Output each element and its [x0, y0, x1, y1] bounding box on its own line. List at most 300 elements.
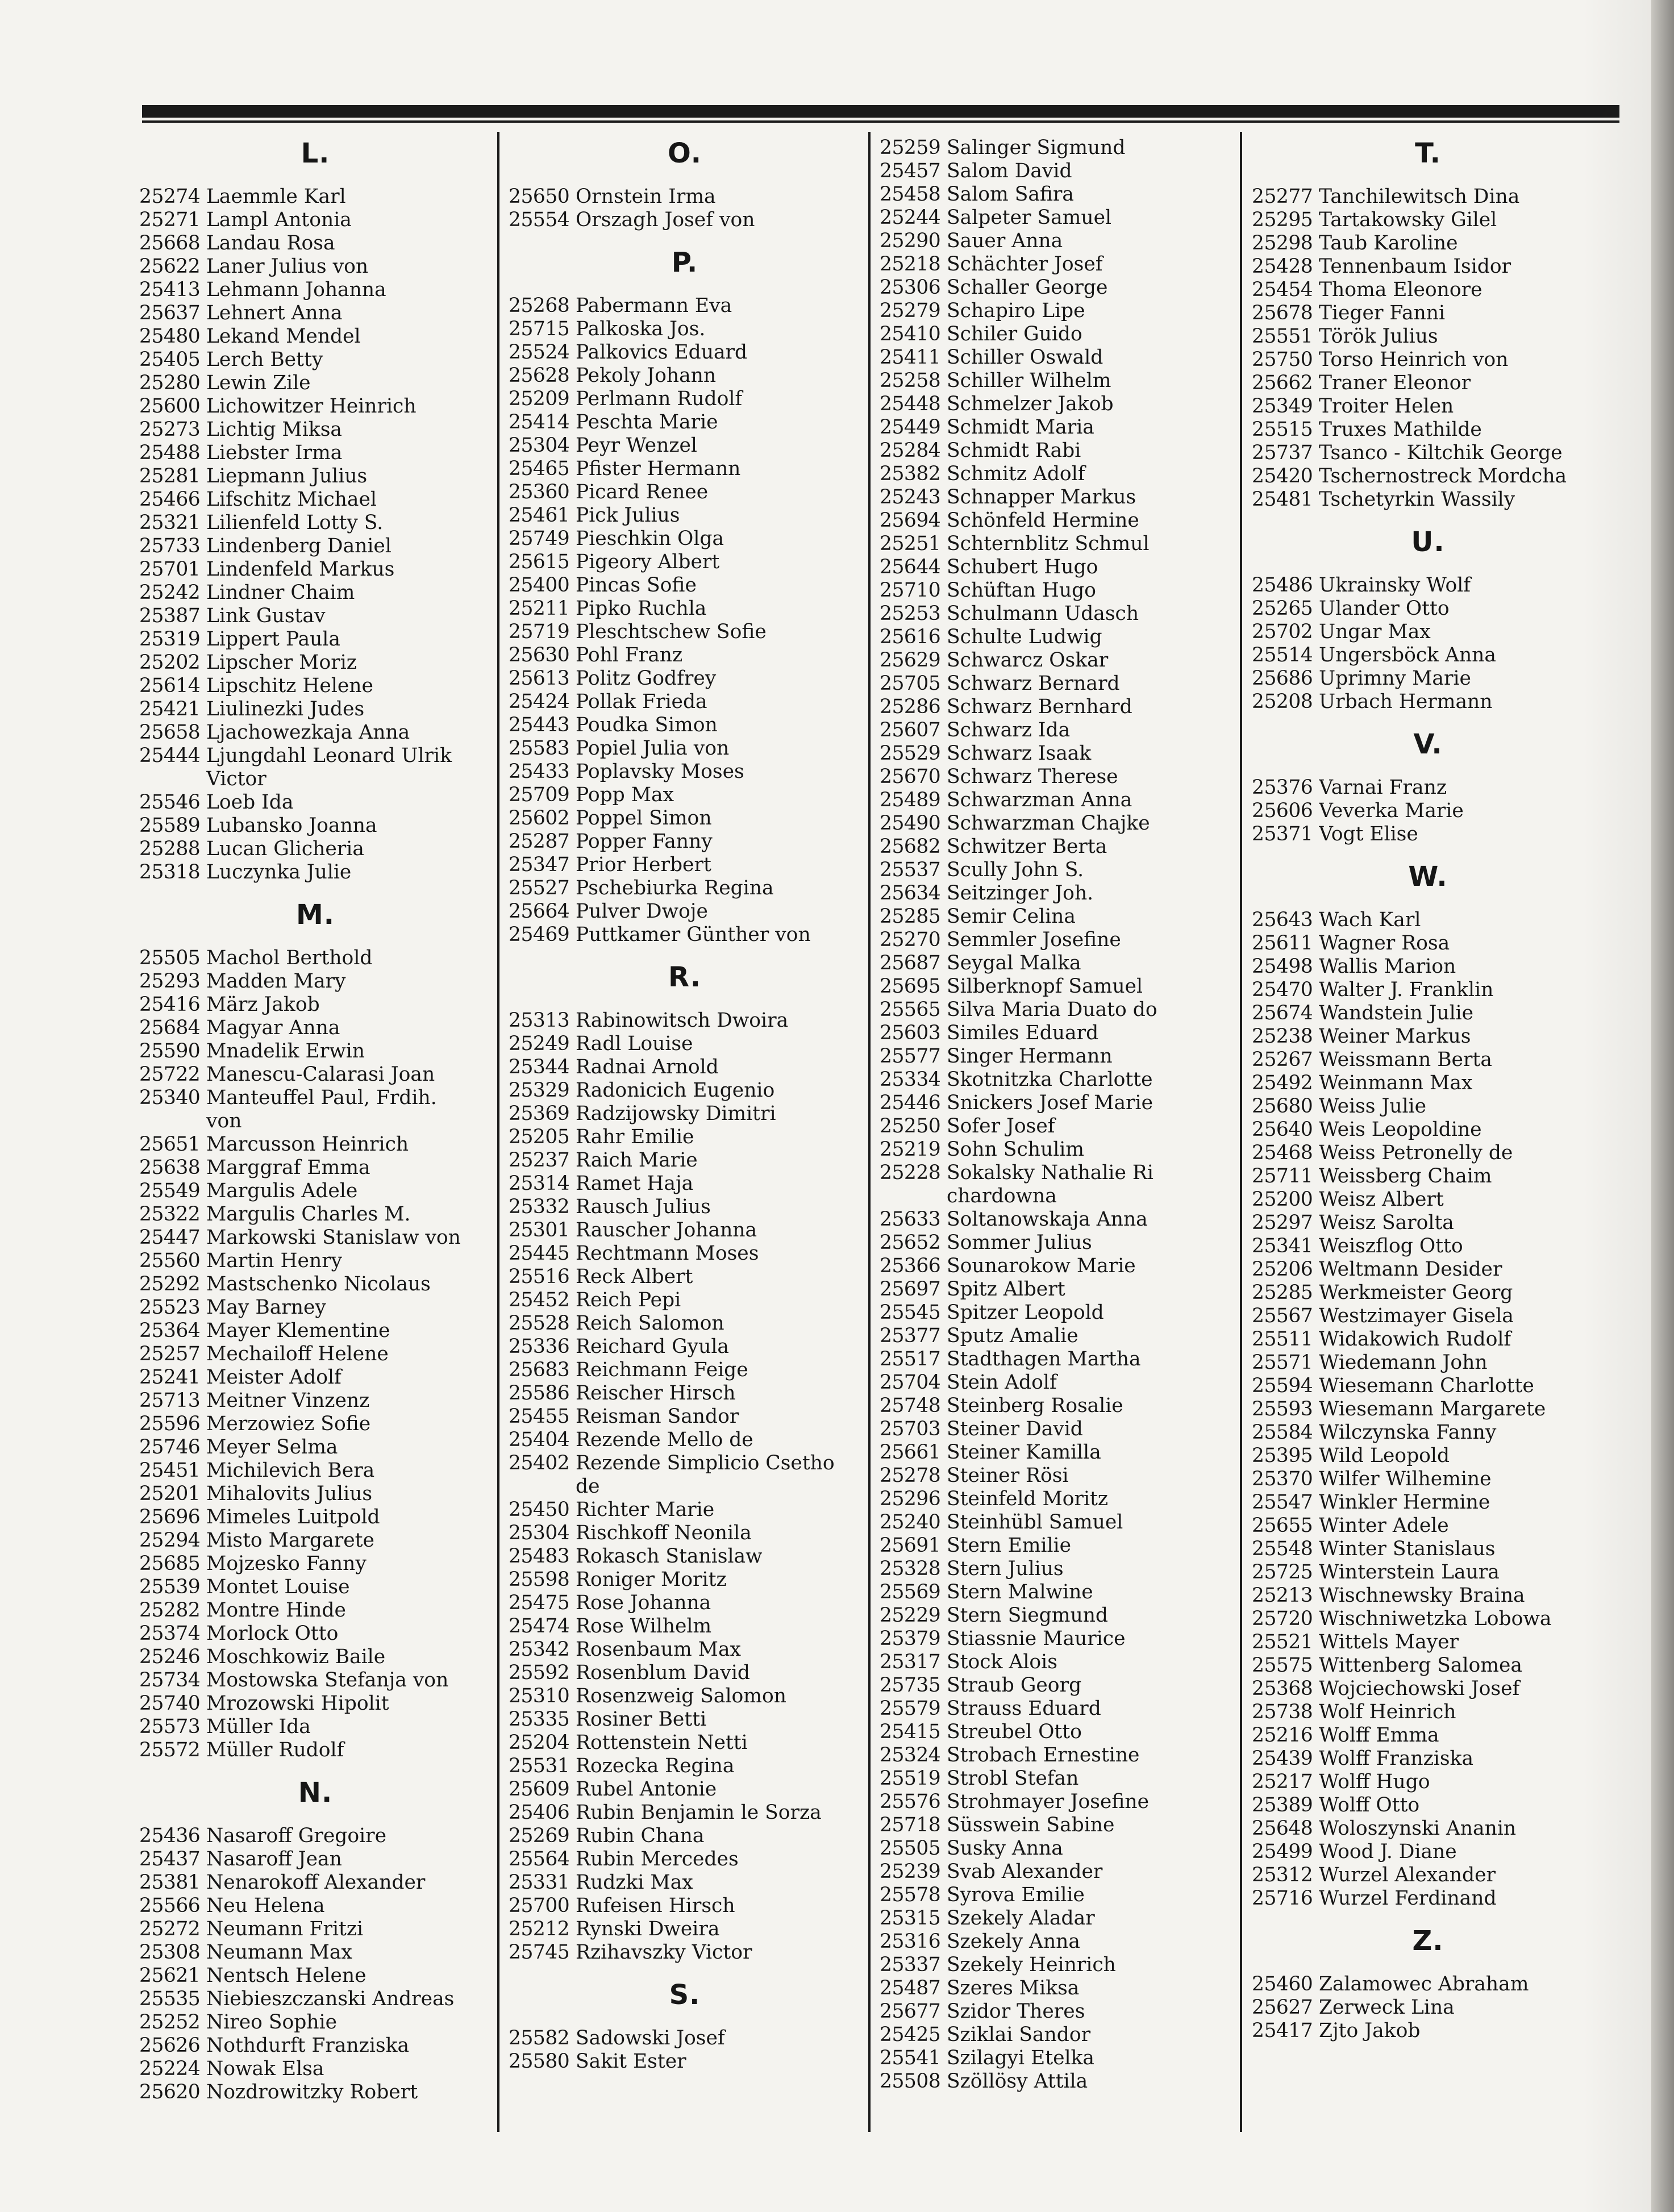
entry-row — [1252, 909, 1604, 932]
entry-name: Vogt Elise — [1319, 823, 1418, 845]
entry-row — [509, 1894, 861, 1918]
entry-number: 25678 — [1252, 302, 1313, 324]
entry-number: 25644 — [880, 556, 941, 578]
entry-name: Steinhübl Samuel — [947, 1511, 1123, 1534]
entry-number: 25511 — [1252, 1328, 1313, 1351]
entry-number: 25452 — [509, 1289, 570, 1311]
entry-name: Torso Heinrich von — [1319, 348, 1509, 371]
entry-name: Schiller Wilhelm — [947, 369, 1111, 392]
entry-number: 25607 — [880, 719, 941, 742]
entry-number: 25488 — [139, 441, 201, 464]
entry-row — [1252, 1421, 1604, 1444]
entry-number: 25602 — [509, 807, 570, 830]
entry-name: Liebster Irma — [206, 441, 343, 464]
entry-name: Stein Adolf — [947, 1371, 1057, 1394]
entry-number: 25710 — [880, 579, 941, 602]
entry-name: Weiner Markus — [1319, 1025, 1471, 1048]
entry-row — [1252, 325, 1604, 348]
entry-number: 25287 — [509, 830, 570, 853]
entry-row — [509, 737, 861, 760]
entry-row — [139, 1459, 492, 1482]
entry-row — [880, 672, 1232, 695]
entry-row — [509, 551, 861, 574]
entry-name: Richter Marie — [576, 1498, 715, 1521]
entry-number: 25616 — [880, 626, 941, 648]
entry-number: 25697 — [880, 1278, 941, 1301]
entry-name: Schwarz Bernhard — [947, 695, 1132, 718]
entry-number: 25290 — [880, 230, 941, 252]
entry-name: Wurzel Ferdinand — [1319, 1887, 1497, 1910]
entry-name: Schwitzer Berta — [947, 835, 1107, 858]
entry-number: 25414 — [509, 411, 570, 434]
entry-name: Montre Hinde — [206, 1599, 346, 1622]
entry-number: 25684 — [139, 1017, 201, 1039]
entry-name: Straub Georg — [947, 1674, 1082, 1697]
letter-section — [509, 245, 861, 947]
entry-number: 25583 — [509, 737, 570, 760]
entry-number: 25615 — [509, 551, 570, 573]
entry-number: 25322 — [139, 1203, 201, 1226]
entry-number: 25400 — [509, 574, 570, 597]
entry-name: Wittels Mayer — [1319, 1631, 1459, 1653]
entry-row — [139, 1576, 492, 1599]
entry-name: Schmitz Adolf — [947, 463, 1085, 485]
entry-number: 25740 — [139, 1692, 201, 1715]
entry-number: 25437 — [139, 1848, 201, 1871]
entry-name: Strobl Stefan — [947, 1767, 1079, 1790]
entry-number: 25314 — [509, 1172, 570, 1195]
entry-row — [880, 952, 1232, 975]
entry-name: Lindner Chaim — [206, 581, 355, 604]
entry-number: 25515 — [1252, 418, 1313, 441]
entry-number: 25531 — [509, 1755, 570, 1777]
entry-number: 25577 — [880, 1045, 941, 1068]
entry-row — [509, 1382, 861, 1405]
entry-number: 25249 — [509, 1032, 570, 1055]
entry-name: Walter J. Franklin — [1319, 978, 1494, 1001]
entry-name: Troiter Helen — [1319, 395, 1454, 418]
entry-name: Weiss Petronelly de — [1319, 1142, 1513, 1164]
entry-row — [880, 882, 1232, 905]
entry-row — [1252, 574, 1604, 597]
entry-number: 25284 — [880, 439, 941, 462]
entry-name: Sakit Ester — [576, 2050, 686, 2073]
entry-number: 25643 — [1252, 909, 1313, 931]
entry-row — [880, 1255, 1232, 1278]
entry-number: 25687 — [880, 952, 941, 974]
entry-number: 25683 — [509, 1359, 570, 1381]
entry-number — [139, 768, 206, 791]
entry-name: Pipko Ruchla — [576, 597, 707, 620]
entry-number: 25705 — [880, 672, 941, 695]
entry-name: Szeres Miksa — [947, 1977, 1080, 1999]
entry-row — [1252, 1631, 1604, 1654]
entry-number: 25576 — [880, 1790, 941, 1813]
entry-number: 25725 — [1252, 1561, 1313, 1584]
entry-row — [509, 1219, 861, 1242]
entry-number: 25316 — [880, 1930, 941, 1953]
entry-row — [509, 900, 861, 923]
column-divider — [868, 132, 871, 2132]
entry-row — [880, 323, 1232, 346]
entry-row — [1252, 1794, 1604, 1817]
entry-row — [509, 1918, 861, 1941]
entry-row — [880, 1627, 1232, 1651]
entry-number: 25417 — [1252, 2019, 1313, 2042]
entry-number: 25285 — [880, 905, 941, 928]
entry-name: Pollak Frieda — [576, 690, 707, 713]
entry-name: Mihalovits Julius — [206, 1482, 373, 1505]
entry-row — [880, 602, 1232, 626]
entry-name: Nowak Elsa — [206, 2057, 324, 2080]
entry-name: Reischer Hirsch — [576, 1382, 736, 1405]
entry-row — [880, 1814, 1232, 1837]
entry-number: 25551 — [1252, 325, 1313, 348]
entry-row — [880, 1231, 1232, 1255]
entry-row — [880, 1907, 1232, 1930]
letter-heading: L. — [301, 138, 330, 169]
entry-number: 25626 — [139, 2034, 201, 2057]
entry-number: 25628 — [509, 364, 570, 387]
entry-name: Rosenblum David — [576, 1661, 750, 1684]
entry-number: 25546 — [139, 791, 201, 814]
entry-number: 25382 — [880, 463, 941, 485]
entry-name: Schmelzer Jakob — [947, 393, 1114, 415]
entry-number: 25716 — [1252, 1887, 1313, 1910]
letter-section — [1252, 1924, 1604, 2043]
entry-name: Weinmann Max — [1319, 1072, 1473, 1094]
entry-number: 25240 — [880, 1511, 941, 1534]
entry-row — [880, 532, 1232, 556]
entry-row — [139, 1366, 492, 1389]
entry-name: de — [576, 1475, 600, 1498]
entry-row — [139, 1296, 492, 1319]
entry-row — [509, 1428, 861, 1452]
entry-number: 25371 — [1252, 823, 1313, 845]
entry-number: 25331 — [509, 1871, 570, 1894]
column-divider — [1240, 132, 1242, 2132]
entry-name: Sohn Schulim — [947, 1138, 1084, 1161]
entry-row — [1252, 1817, 1604, 1840]
entry-number: 25341 — [1252, 1235, 1313, 1257]
entry-number: 25304 — [509, 434, 570, 457]
entry-row — [139, 1988, 492, 2011]
entry-row — [509, 2050, 861, 2073]
entry-name: Ramet Haja — [576, 1172, 694, 1195]
entry-name: Schmidt Maria — [947, 416, 1094, 439]
entry-name: Schapiro Lipe — [947, 299, 1085, 322]
entry-name: von — [206, 1110, 242, 1132]
entry-name: Winter Adele — [1319, 1514, 1449, 1537]
letter-section — [1252, 727, 1604, 846]
entry-number: 25369 — [509, 1102, 570, 1125]
entry-name: Schächter Josef — [947, 253, 1103, 276]
entry-row — [1252, 1701, 1604, 1724]
entry-number: 25461 — [509, 504, 570, 527]
entry-number: 25523 — [139, 1296, 201, 1319]
entry-row — [139, 1622, 492, 1646]
entry-row — [509, 644, 861, 667]
entry-name: Weissberg Chaim — [1319, 1165, 1492, 1188]
entry-number: 25517 — [880, 1348, 941, 1370]
entry-row — [880, 1324, 1232, 1348]
entry-row — [139, 1506, 492, 1529]
entry-row — [1252, 465, 1604, 488]
entry-name: Lichtig Miksa — [206, 418, 342, 441]
entry-number: 25474 — [509, 1615, 570, 1638]
entry-row — [509, 1126, 861, 1149]
entry-number: 25405 — [139, 348, 201, 371]
entry-row — [880, 1418, 1232, 1441]
entry-name: Silva Maria Duato do — [947, 998, 1157, 1021]
entry-row — [1252, 1724, 1604, 1747]
entry-row — [509, 1149, 861, 1172]
entry-name: Schwarz Isaak — [947, 742, 1092, 765]
entry-number: 25541 — [880, 2047, 941, 2069]
entry-row — [1252, 1281, 1604, 1305]
entry-number: 25720 — [1252, 1607, 1313, 1630]
entry-name: Sziklai Sandor — [947, 2023, 1091, 2046]
entry-row — [139, 1063, 492, 1086]
entry-name: Reichmann Feige — [576, 1359, 748, 1381]
entry-number: 25342 — [509, 1638, 570, 1661]
entry-row — [139, 1436, 492, 1459]
entry-name: Lewin Zile — [206, 372, 311, 394]
entry-row — [880, 1674, 1232, 1697]
entry-name: Peyr Wenzel — [576, 434, 697, 457]
entry-name: Wallis Marion — [1319, 955, 1456, 978]
entry-name: Rubin Benjamin le Sorza — [576, 1801, 822, 1824]
entry-number: 25691 — [880, 1534, 941, 1557]
entry-row — [509, 1592, 861, 1615]
entry-row — [1252, 1398, 1604, 1421]
entry-number: 25265 — [1252, 597, 1313, 620]
entry-name: Pschebiurka Regina — [576, 877, 774, 899]
entry-row — [139, 744, 492, 768]
entry-number: 25589 — [139, 814, 201, 837]
entry-name: Lifschitz Michael — [206, 488, 377, 511]
entry-number: 25335 — [509, 1708, 570, 1731]
entry-row — [509, 1871, 861, 1894]
entry-number: 25486 — [1252, 574, 1313, 597]
entry-row — [139, 232, 492, 255]
entry-number: 25573 — [139, 1715, 201, 1738]
entry-name: Sofer Josef — [947, 1115, 1055, 1138]
entry-row — [509, 1452, 861, 1475]
entry-name: Schüftan Hugo — [947, 579, 1096, 602]
column-2 — [509, 136, 861, 2073]
column-divider — [497, 132, 499, 2132]
entry-name: Tartakowsky Gilel — [1319, 209, 1497, 231]
entry-name: Wiedemann John — [1319, 1351, 1488, 1374]
entry-name: Stern Siegmund — [947, 1604, 1109, 1627]
entry-row — [1252, 1607, 1604, 1631]
entry-number: 25668 — [139, 232, 201, 255]
letter-section — [139, 1776, 492, 2104]
entry-row — [880, 276, 1232, 299]
entry-row — [509, 1289, 861, 1312]
entry-row — [139, 348, 492, 372]
entry-name: Lindenberg Daniel — [206, 535, 392, 557]
entry-row — [880, 626, 1232, 649]
entry-number: 25590 — [139, 1040, 201, 1063]
entry-number: 25738 — [1252, 1701, 1313, 1723]
entry-name: Thoma Eleonore — [1319, 278, 1483, 301]
entry-number: 25718 — [880, 1814, 941, 1836]
entry-row — [139, 1692, 492, 1715]
entry-number: 25360 — [509, 481, 570, 503]
entry-number: 25439 — [1252, 1747, 1313, 1770]
entry-name: May Barney — [206, 1296, 326, 1319]
column-3 — [880, 136, 1232, 2093]
entry-row — [1252, 1002, 1604, 1025]
entry-name: Schternblitz Schmul — [947, 532, 1150, 555]
letter-section — [1252, 136, 1604, 511]
entry-row — [139, 1739, 492, 1762]
entry-name: Mechailoff Helene — [206, 1343, 389, 1365]
entry-row — [880, 136, 1232, 160]
entry-row — [509, 714, 861, 737]
entry-row — [1252, 232, 1604, 255]
entry-number: 25347 — [509, 853, 570, 876]
entry-row — [880, 1790, 1232, 1814]
entry-row — [139, 838, 492, 861]
entry-number: 25702 — [1252, 620, 1313, 643]
entry-row — [139, 581, 492, 605]
entry-number: 25600 — [139, 395, 201, 418]
entry-name: Rauscher Johanna — [576, 1219, 757, 1242]
entry-number: 25584 — [1252, 1421, 1313, 1444]
entry-number: 25413 — [139, 278, 201, 301]
entry-name: Laemmle Karl — [206, 185, 346, 208]
entry-row — [1252, 2019, 1604, 2043]
entry-number: 25206 — [1252, 1258, 1313, 1281]
entry-row — [880, 1488, 1232, 1511]
entry-number: 25279 — [880, 299, 941, 322]
entry-row — [1252, 978, 1604, 1002]
entry-number: 25750 — [1252, 348, 1313, 371]
entry-number: 25638 — [139, 1156, 201, 1179]
entry-name: Stadthagen Martha — [947, 1348, 1141, 1370]
entry-row — [139, 488, 492, 511]
entry-row — [139, 255, 492, 278]
entry-name: Schubert Hugo — [947, 556, 1098, 578]
entry-number: 25274 — [139, 185, 201, 208]
entry-name: Wood J. Diane — [1319, 1840, 1457, 1863]
entry-number: 25521 — [1252, 1631, 1313, 1653]
entry-number: 25436 — [139, 1824, 201, 1847]
entry-name: Politz Godfrey — [576, 667, 717, 690]
entry-name: Margulis Adele — [206, 1180, 358, 1202]
entry-name: Reichard Gyula — [576, 1335, 729, 1358]
entry-name: Strohmayer Josefine — [947, 1790, 1150, 1813]
entry-row — [1252, 690, 1604, 714]
entry-row — [139, 861, 492, 884]
entry-name: Palkovics Eduard — [576, 341, 748, 364]
entry-row — [1252, 1235, 1604, 1258]
entry-number: 25606 — [1252, 799, 1313, 822]
entry-row — [1252, 278, 1604, 302]
entry-row — [139, 698, 492, 721]
entry-number: 25490 — [880, 812, 941, 835]
entry-row — [880, 299, 1232, 323]
entry-name: Schwarz Bernard — [947, 672, 1120, 695]
entry-number: 25395 — [1252, 1444, 1313, 1467]
entry-number: 25238 — [1252, 1025, 1313, 1048]
entry-number: 25433 — [509, 760, 570, 783]
entry-row — [880, 998, 1232, 1022]
entry-number: 25428 — [1252, 255, 1313, 278]
entry-name: Ungersböck Anna — [1319, 644, 1496, 666]
entry-number: 25661 — [880, 1441, 941, 1464]
entry-number: 25246 — [139, 1646, 201, 1668]
entry-name: Tennenbaum Isidor — [1319, 255, 1511, 278]
entry-number: 25737 — [1252, 441, 1313, 464]
entry-row — [509, 457, 861, 481]
entry-row — [1252, 776, 1604, 799]
entry-number: 25481 — [1252, 488, 1313, 511]
entry-number: 25674 — [1252, 1002, 1313, 1024]
entry-row — [509, 185, 861, 209]
entry-number: 25680 — [1252, 1095, 1313, 1118]
entry-name: Wild Leopold — [1319, 1444, 1450, 1467]
entry-row — [880, 1767, 1232, 1790]
entry-row — [509, 923, 861, 947]
entry-name: Wischnewsky Braina — [1319, 1584, 1525, 1607]
entry-name: Meitner Vinzenz — [206, 1389, 370, 1412]
entry-row — [1252, 209, 1604, 232]
entry-row — [509, 690, 861, 714]
entry-number: 25425 — [880, 2023, 941, 2046]
entry-name: Rosenzweig Salomon — [576, 1685, 787, 1707]
entry-row — [880, 719, 1232, 742]
entry-row — [880, 183, 1232, 206]
letter-heading: W. — [1408, 861, 1448, 893]
entry-number: 25592 — [509, 1661, 570, 1684]
entry-row — [1252, 1142, 1604, 1165]
entry-name: Radnai Arnold — [576, 1056, 719, 1078]
entry-row — [139, 2034, 492, 2057]
entry-row — [139, 1552, 492, 1576]
entry-name: Landau Rosa — [206, 232, 335, 255]
entry-row — [509, 1335, 861, 1359]
entry-name: Traner Eleonor — [1319, 372, 1471, 394]
entry-row — [139, 372, 492, 395]
entry-row — [1252, 1188, 1604, 1211]
entry-number: 25244 — [880, 206, 941, 229]
entry-row — [1252, 1514, 1604, 1538]
entry-row — [139, 1669, 492, 1692]
entry-name: Rudzki Max — [576, 1871, 693, 1894]
letter-heading: R. — [668, 961, 702, 993]
entry-row — [509, 1685, 861, 1708]
entry-number: 25593 — [1252, 1398, 1313, 1420]
entry-number: 25241 — [139, 1366, 201, 1389]
entry-number: 25213 — [1252, 1584, 1313, 1607]
entry-name: Lehmann Johanna — [206, 278, 386, 301]
entry-name: Wittenberg Salomea — [1319, 1654, 1523, 1677]
entry-name: Szekely Aladar — [947, 1907, 1095, 1930]
letter-section — [880, 136, 1232, 2093]
entry-row — [509, 1801, 861, 1824]
letter-heading: S. — [669, 1979, 701, 2011]
entry-name: Tschernostreck Mordcha — [1319, 465, 1567, 488]
entry-name: Wolff Franziska — [1319, 1747, 1474, 1770]
entry-name: Sommer Julius — [947, 1231, 1092, 1254]
entry-number: 25389 — [1252, 1794, 1313, 1817]
entry-name: Neu Helena — [206, 1894, 325, 1917]
entry-name: Pfister Hermann — [576, 457, 741, 480]
